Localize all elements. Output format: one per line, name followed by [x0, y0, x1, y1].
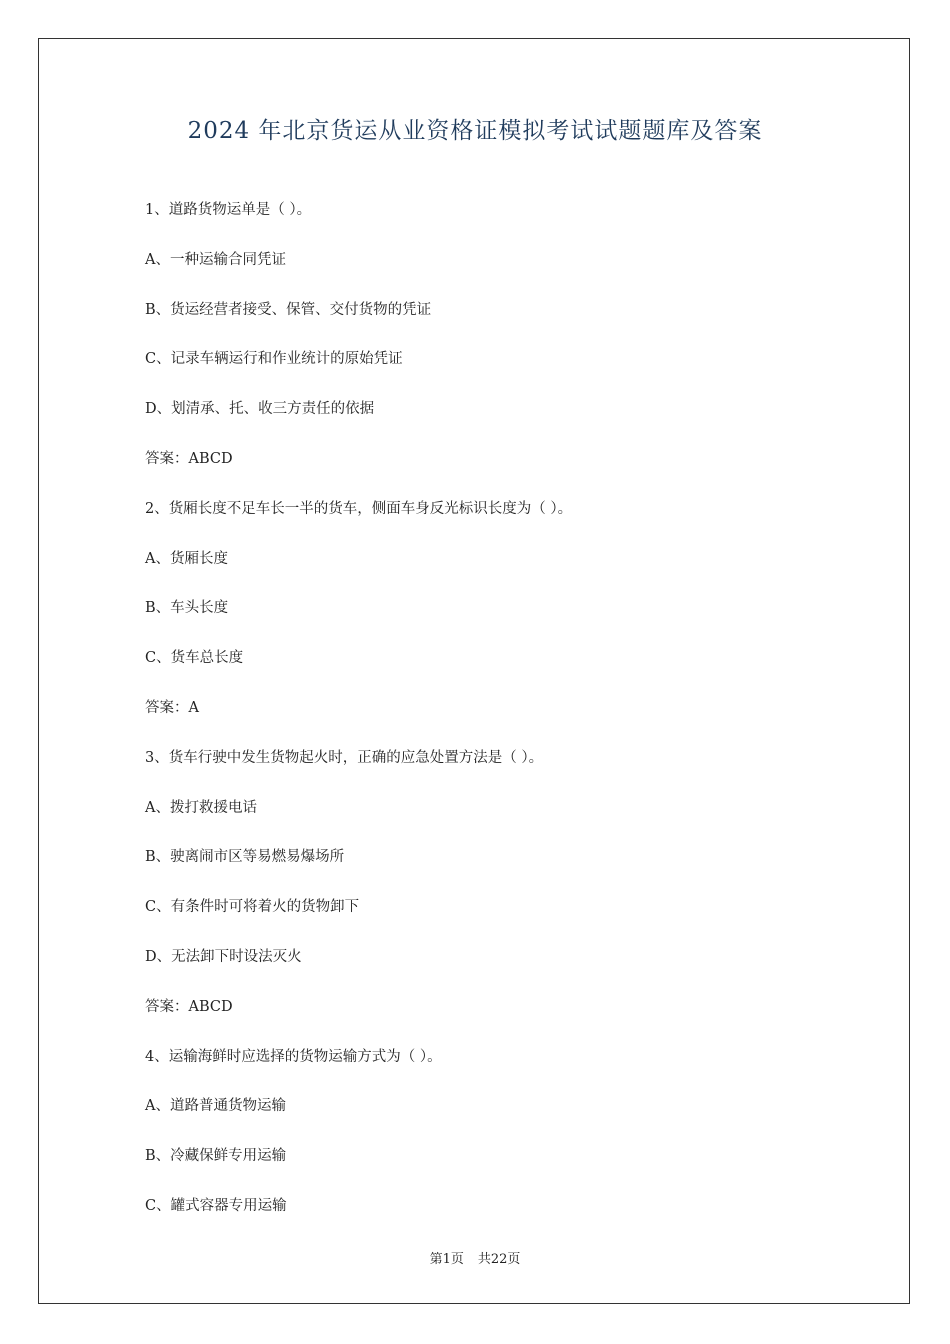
option-a: A、货厢长度	[145, 550, 228, 567]
option-c: C、记录车辆运行和作业统计的原始凭证	[145, 351, 403, 368]
option-b: B、车头长度	[145, 600, 229, 617]
option-a: A、道路普通货物运输	[145, 1098, 286, 1115]
page-number: 第1页	[429, 1252, 464, 1267]
option-c: C、有条件时可将着火的货物卸下	[145, 899, 360, 916]
question-text: 1、道路货物运单是（ ）。	[145, 202, 312, 218]
option-c: C、货车总长度	[145, 650, 244, 667]
option-b: B、驶离闹市区等易燃易爆场所	[145, 849, 345, 866]
answer-text: 答案：ABCD	[145, 450, 233, 467]
document-title: 2024 年北京货运从业资格证模拟考试试题题库及答案	[187, 118, 763, 144]
option-d: D、无法卸下时设法灭火	[145, 948, 302, 965]
question-text: 3、货车行驶中发生货物起火时，正确的应急处置方法是（ ）。	[145, 749, 544, 766]
option-b: B、货运经营者接受、保管、交付货物的凭证	[145, 301, 432, 318]
option-a: A、一种运输合同凭证	[145, 251, 286, 268]
option-b: B、冷藏保鲜专用运输	[145, 1148, 287, 1165]
page-footer	[0, 1248, 950, 1267]
option-a: A、拨打救援电话	[145, 799, 257, 816]
option-d: D、划清承、托、收三方责任的依据	[145, 401, 375, 418]
page-total: 共22页	[477, 1252, 521, 1267]
question-text: 2、货厢长度不足车长一半的货车，侧面车身反光标识长度为（ ）。	[145, 500, 573, 517]
question-text: 4、运输海鲜时应选择的货物运输方式为（ ）。	[145, 1048, 442, 1065]
option-c: C、罐式容器专用运输	[145, 1197, 287, 1214]
question-list	[145, 200, 845, 1246]
answer-text: 答案：ABCD	[145, 998, 233, 1015]
answer-text: 答案：A	[145, 699, 199, 716]
